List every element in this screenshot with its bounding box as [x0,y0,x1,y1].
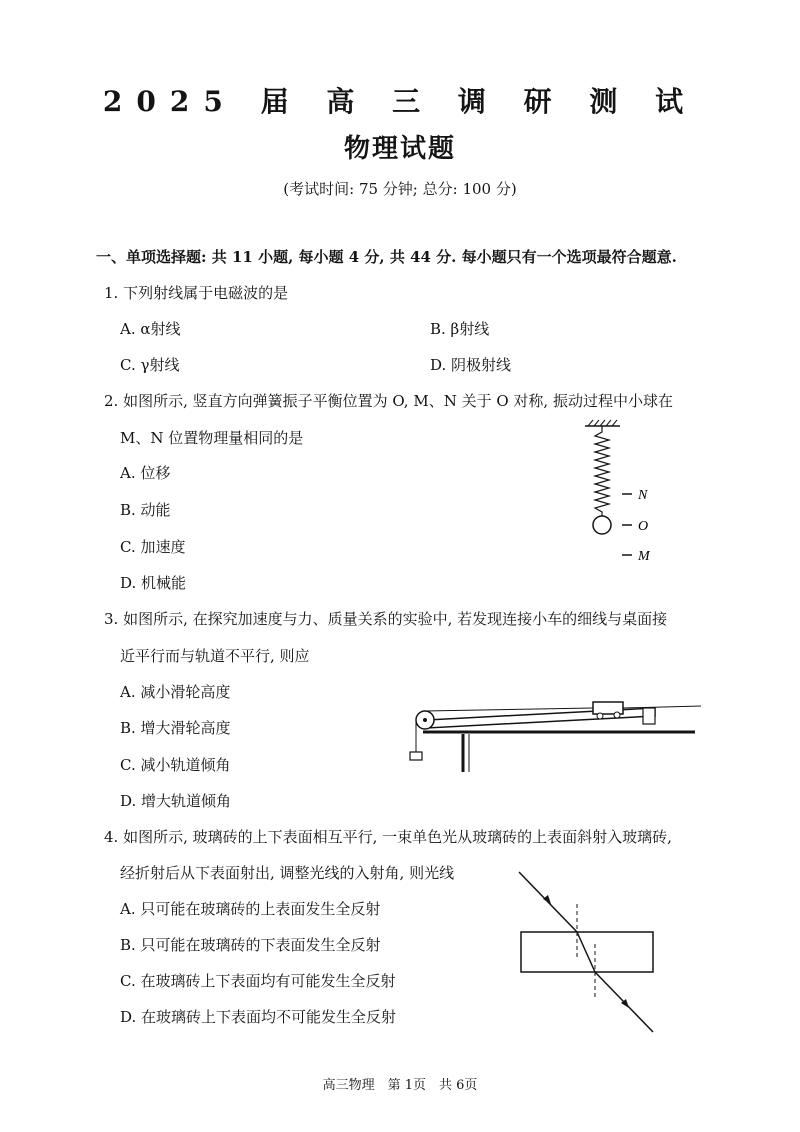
track-end-block [643,708,655,724]
question-3-option-b: B. 增大滑轮高度 [120,719,231,737]
question-1-option-a: A. α射线 [120,320,181,338]
question-3-stem-line-2: 近平行而与轨道不平行, 则应 [120,647,310,665]
glass-brick-figure [515,868,665,1038]
spring-oscillator-figure [580,418,680,568]
question-2-option-d: D. 机械能 [120,574,187,592]
hanging-weight [410,752,422,760]
string [425,708,593,711]
ceiling-hatch [588,420,617,426]
subject-title: 物理试题 [343,134,456,164]
page-footer: 高三物理 第 1页 共 6页 [322,1078,478,1093]
question-2-stem-line-2: M、N 位置物理量相同的是 [120,429,304,447]
question-3-stem-line-1: 3. 如图所示, 在探究加速度与力、质量关系的实验中, 若发现连接小车的细线与桌面接 [104,610,668,628]
question-1-option-b: B. β射线 [430,320,490,338]
cart-track-figure [405,690,705,780]
question-1-option-d: D. 阴极射线 [430,356,512,374]
question-2-option-b: B. 动能 [120,501,171,519]
question-4-option-d: D. 在玻璃砖上下表面均不可能发生全反射 [120,1008,397,1026]
question-4-option-a: A. 只可能在玻璃砖的上表面发生全反射 [120,900,381,918]
cart-wheel-front [597,713,603,719]
pulley-axle [423,718,427,722]
question-1-option-c: C. γ射线 [120,356,180,374]
oscillator-ball [593,516,611,534]
glass-brick [521,932,653,972]
section-heading: 一、单项选择题: 共 11 小题, 每小题 4 分, 共 44 分. 每小题只有一个选项最符合题意. [96,248,677,266]
question-1-stem: 1. 下列射线属于电磁波的是 [104,284,289,302]
question-2-stem-line-1: 2. 如图所示, 竖直方向弹簧振子平衡位置为 O, M、N 关于 O 对称, 振动过程中小球在 [104,392,673,410]
question-4-option-c: C. 在玻璃砖上下表面均有可能发生全反射 [120,972,396,990]
question-3-option-d: D. 增大轨道倾角 [120,792,232,810]
label-m: M [638,549,650,564]
label-n: N [638,488,648,503]
question-4-stem-line-1: 4. 如图所示, 玻璃砖的上下表面相互平行, 一束单色光从玻璃砖的上表面斜射入玻璃砖, [104,828,672,846]
label-o: O [638,519,649,534]
incident-arrow [543,895,551,904]
question-2-option-c: C. 加速度 [120,538,186,556]
question-3-option-a: A. 减小滑轮高度 [120,683,231,701]
question-4-option-b: B. 只可能在玻璃砖的下表面发生全反射 [120,936,381,954]
exam-info: (考试时间: 75 分钟; 总分: 100 分) [283,180,517,198]
question-4-stem-line-2: 经折射后从下表面射出, 调整光线的入射角, 则光线 [120,864,455,882]
cart-wheel-back [614,712,620,718]
spring-coil [595,426,609,516]
question-3-option-c: C. 减小轨道倾角 [120,756,231,774]
string-right [623,706,701,708]
exam-title: 2025 届 高 三 调 研 测 试 [102,85,698,118]
question-2-option-a: A. 位移 [120,464,171,482]
